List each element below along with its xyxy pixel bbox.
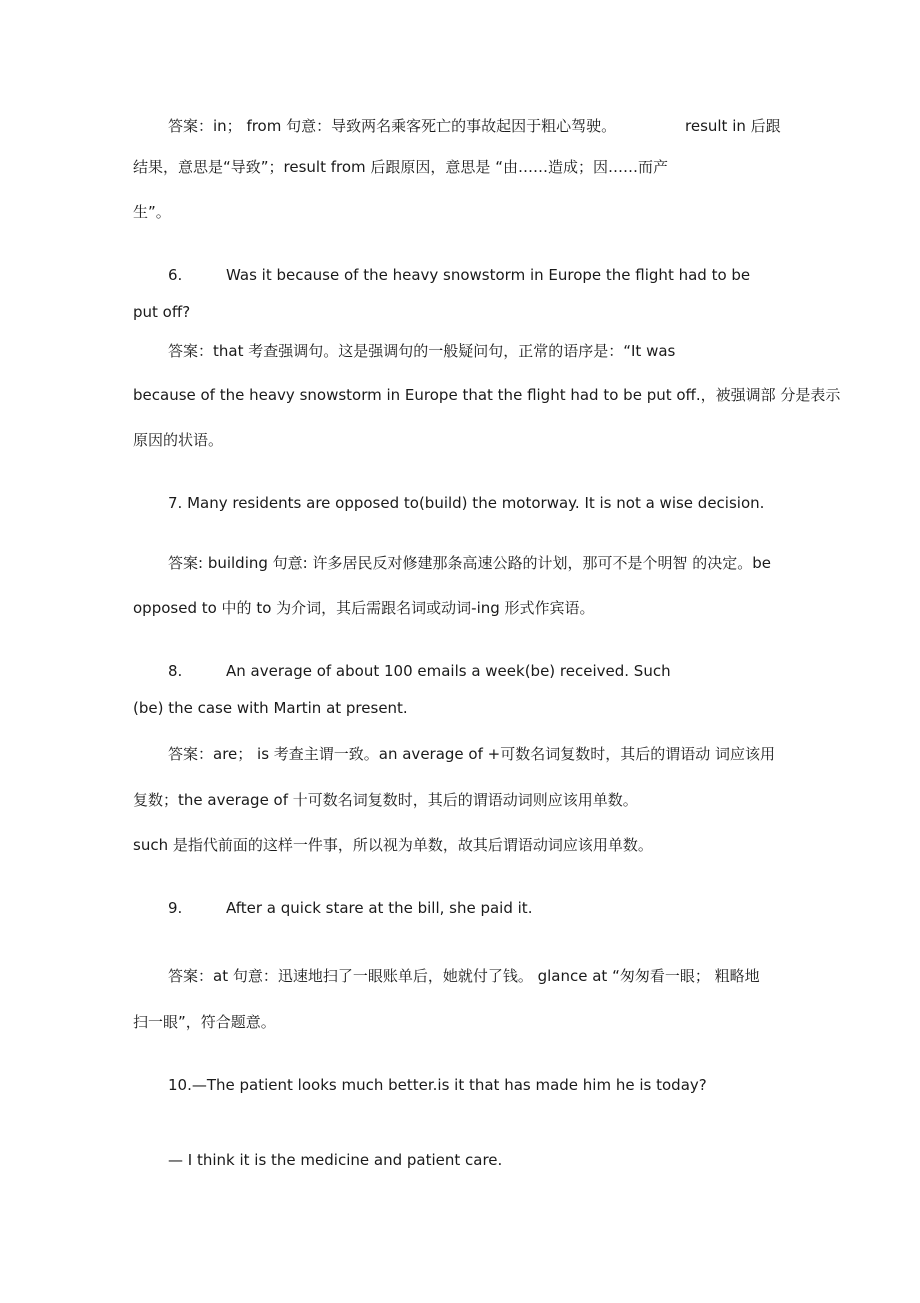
q5-answer-line-3: 生”。 bbox=[133, 203, 171, 221]
q8-answer-line-2: 复数；the average of 十可数名词复数时，其后的谓语动词则应该用单数。 bbox=[133, 791, 638, 809]
q6-answer-line-3: 原因的状语。 bbox=[133, 431, 224, 449]
question-6-line-1: Was it because of the heavy snowstorm in Europe the flight had to be bbox=[226, 266, 751, 284]
q5-answer-line-2: 结果，意思是“导致”；result from 后跟原因，意思是 “由……造成；因……而产 bbox=[133, 158, 668, 176]
q8-answer-line-3: such 是指代前面的这样一件事，所以视为单数，故其后谓语动词应该用单数。 bbox=[133, 836, 653, 854]
question-number: 8. bbox=[168, 662, 183, 680]
q8-answer-line-1: 答案：are； is 考查主谓一致。an average of +可数名词复数时，其后的谓语动 词应该用 bbox=[168, 745, 775, 763]
q5-answer-line-1-tail: result in 后跟 bbox=[685, 117, 781, 135]
question-9-line-1: After a quick stare at the bill, she paid it. bbox=[226, 899, 533, 917]
question-6-line-2: put off? bbox=[133, 303, 191, 321]
q7-answer-line-2: opposed to 中的 to 为介词，其后需跟名词或动词-ing 形式作宾语。 bbox=[133, 599, 595, 617]
q9-answer-line-2: 扫一眼”，符合题意。 bbox=[133, 1013, 276, 1031]
question-8-line-1: An average of about 100 emails a week(be) received. Such bbox=[226, 662, 671, 680]
q6-answer-line-1: 答案：that 考查强调句。这是强调句的一般疑问句，正常的语序是：“It was bbox=[168, 342, 676, 360]
question-8-line-2: (be) the case with Martin at present. bbox=[133, 699, 408, 717]
question-number: 6. bbox=[168, 266, 183, 284]
q7-answer-line-1: 答案: building 句意: 许多居民反对修建那条高速公路的计划，那可不是个明智 的决定。be bbox=[168, 554, 772, 572]
q9-answer-line-1: 答案：at 句意：迅速地扫了一眼账单后，她就付了钱。 glance at “匆匆看一眼； 粗略地 bbox=[168, 967, 760, 985]
question-number: 9. bbox=[168, 899, 183, 917]
question-10-line-2: — I think it is the medicine and patient care. bbox=[168, 1151, 503, 1169]
q5-answer-line-1: 答案：in； from 句意：导致两名乘客死亡的事故起因于粗心驾驶。 bbox=[168, 117, 617, 135]
question-10-line-1: 10.—The patient looks much better.is it that has made him he is today? bbox=[168, 1076, 707, 1094]
question-7-line-1: 7. Many residents are opposed to(build) the motorway. It is not a wise decision. bbox=[168, 494, 765, 512]
q6-answer-line-2: because of the heavy snowstorm in Europe that the flight had to be put off.，被强调部 分是表示 bbox=[133, 386, 841, 404]
